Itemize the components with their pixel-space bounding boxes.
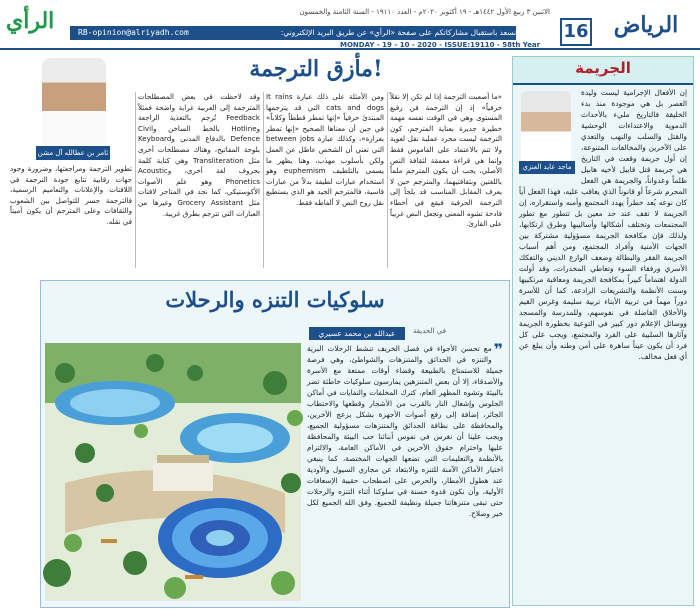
article-picnic-behaviour [40,280,510,608]
park-illustration [45,343,301,601]
drop-cap: ❞ [493,340,503,359]
article-column-4: تطوير الترجمة ومراجعتها، وضرورة وجود جهات رقابية تتابع جودة الترجمة في اللافتات والإعلانات والتعاميم الرسمية، فالترجمة جسر للتواصل بين الشعوب والثقافات وعلى المترجم أن يكون أميناً في نقله. [10,164,132,226]
author-photo [42,58,106,146]
author-name: ثامر بن عطالله آل مشن [36,146,110,160]
page-number: 16 [560,18,592,46]
column-header [513,57,693,85]
article-title: مأزق الترجمة! [249,56,383,82]
article-text: مع تحسن الأجواء في فصل الخريف تنشط الرحلات البرية والتنزه في الحدائق والمتنزهات والشواطئ، وهي فرصة جميلة للاستمتاع بالطبيعة وقضاء أوقات ممتعة مع الأسرة والأصدقاء، إلا أن بعض المتنزهين يمارسون سلوكيات خاطئة تضر بالبيئة وتشوه المظهر العام، كترك المخلفات والنفايات في أماكن الجلوس وإشعال النار بالقرب من الأشجار وقطعها والاحتطاب الجائر، إضافة إلى رفع أصوات الأجهزة بشكل يزعج الآخرين، والمحافظة على نظافة الحدائق والمتنزهات مسؤولية الجميع، ويجب علينا أن نغرس في نفوس أبنائنا حب البيئة والمحافظة عليها واحترام حقوق الآخرين في الأماكن العامة، والالتزام بالأنظمة والتعليمات التي تضعها الجهات المختصة، كما ينبغي اختيار الأماكن الآمنة للتنزه والابتعاد عن مجاري السيول والأودية عند هطول الأمطار، والحرص على اصطحاب حقيبة الإسعافات الأولية، وأن نكون قدوة حسنة في سلوكنا أثناء التنزه والرحلات حتى تبقى متنزهاتنا جميلة ونظيفة للجميع. وفق الله الجميع لكل خير وصلاح. [307,344,503,518]
author-name: ماجد عايد العنزي [519,161,575,174]
column-crime [512,56,694,606]
article-column-1: «ما أصعبت الترجمة إذا لم تكن إلا نقلاً حرفياً» إذ إن الترجمة فن رفيع المستوى وهي في الوقت نفسه مهمة خطيرة جديرة بعناية المترجم، كون الترجمة ليست مجرد عملية نقل لغوية ولا تتم بالاعتماد على القاموس فقط وإنما هي قراءة معمقة لثقافة النص الأصلي، يجب أن يكون المترجم ملماً باللغتين وبثقافتيهما، والمترجم حين لا يعرف المقابل المناسب قد يلجأ إلى الترجمة الحرفية فيقع في أخطاء فادحة تشوه المعنى وتجعل النص غريباً على القارئ. [390,92,502,229]
dateline-english: MONDAY - 19 - 10 - 2020 - ISSUE:19110 - 58th Year [340,41,541,49]
column-divider [263,92,264,268]
opinion-email-link[interactable]: RB-opinion@alriyadh.com [78,28,189,37]
page-header [0,0,700,50]
column-text: إن الأفعال الإجرامية ليست وليدة العصر بل هي موجودة منذ بدء الخليقة فالتاريخ مليء بالأحداث الدموية والاعتداءات الوحشية والقتل والسلب والنهب والتعدي على الآخرين والمخالفات المتنوعة، إن أول جريمة وقعت في التاريخ هي جريمة قتل قابيل لأخيه هابيل ظلماً وعدواناً، والجريمة هي الفعل المحرم شرعاً أو قانوناً الذي يعاقب عليه، فهذا الفعل أياً كان نوعه يُعد خطراً يهدد المجتمع وأمنه واستقراره، إن الجريمة لا تقف عند حد معين بل تتطور مع تطور المجتمعات وتختلف أشكالها وأساليبها وطرق ارتكابها، ولذلك فإن مكافحة الجريمة مسؤولية مشتركة بين الجهات الأمنية وأفراد المجتمع، ومن أهم أسباب الجريمة الفقر والبطالة وضعف الوازع الديني والتفكك الأسري ورفقاء السوء وتعاطي المخدرات، وقد أولت الدولة اهتماماً كبيراً بمكافحة الجريمة ومعاقبة مرتكبيها وسنت الأنظمة والتشريعات الرادعة، كما أن للأسرة دوراً مهماً في تربية الأبناء تربية سليمة وغرس القيم والأخلاق الفاضلة في نفوسهم، وللمدرسة والمسجد ووسائل الإعلام دور كبير في التوعية بخطورة الجريمة وآثارها السلبية على الفرد والمجتمع، ويجب على كل فرد أن يكون عيناً ساهرة على أمن وطنه وأن يبلغ عن أي فعل مخالف. [519,88,687,361]
article-body [307,340,503,601]
column-divider [135,92,136,268]
article-translation [6,52,506,272]
article-column-2: ومن الأمثلة على ذلك عبارة It rains cats and dogs التي قد يترجمها المبتدئ حرفياً «إنها تمطر قططاً وكلاباً» في حين أن معناها الصحيح «إنها تمطر بغزارة»، وكذلك عبارة between jobs التي تعني أن الشخص عاطل عن العمل ولكن بأسلوب مهذب، وهنا يظهر ما يسمى بالتلطيف euphemism وهو استخدام عبارات لطيفة بدلاً من عبارات قاسية، فالمترجم الجيد هو الذي يستطيع نقل روح النص لا ألفاظه فقط. [266,92,384,207]
author-name: عبدالله بن محمد عسيري [309,327,405,340]
column-divider [387,92,388,268]
author-photo [521,91,571,161]
newspaper-masthead: الرياض [613,12,679,38]
dateline-arabic: الاثنين ٣ ربيع الأول ١٤٤٢هـ - ١٩ أكتوبر ٢٠٢٠م - العدد ١٩١١٠ - السنة الثامنة والخمسون [299,8,550,16]
section-title: الرأي [6,8,55,34]
column-title: الجريمة [575,59,631,77]
article-column-3: وقد لاحظت في بعض المصطلحات المترجمة إلى العربية غرابة واضحة فمثلاً Feedback تُرجم بالتغذية الراجعة وHotline بالخط الساخن وCivil Defence بالدفاع المدني وKeyboard بلوحة المفاتيح، وهناك مصطلحات أخرى مثل Transliteration وهي كتابة كلمة بحروف لغة أخرى، وAcoustic Phonetics وهو علم الأصوات الأكوستيكي، كما نجد في المتاجر لافتات مثل Grocery Assistant وغيرها من العبارات التي تترجم بطرق غريبة. [138,92,260,218]
submission-text: نسعد باستقبال مشاركاتكم على صفحة «الرأي» عن طريق البريد الإلكتروني: [280,28,516,37]
article-title: سلوكيات التنزه والرحلات [165,287,385,312]
byline-label: في الحديقة [413,327,446,335]
